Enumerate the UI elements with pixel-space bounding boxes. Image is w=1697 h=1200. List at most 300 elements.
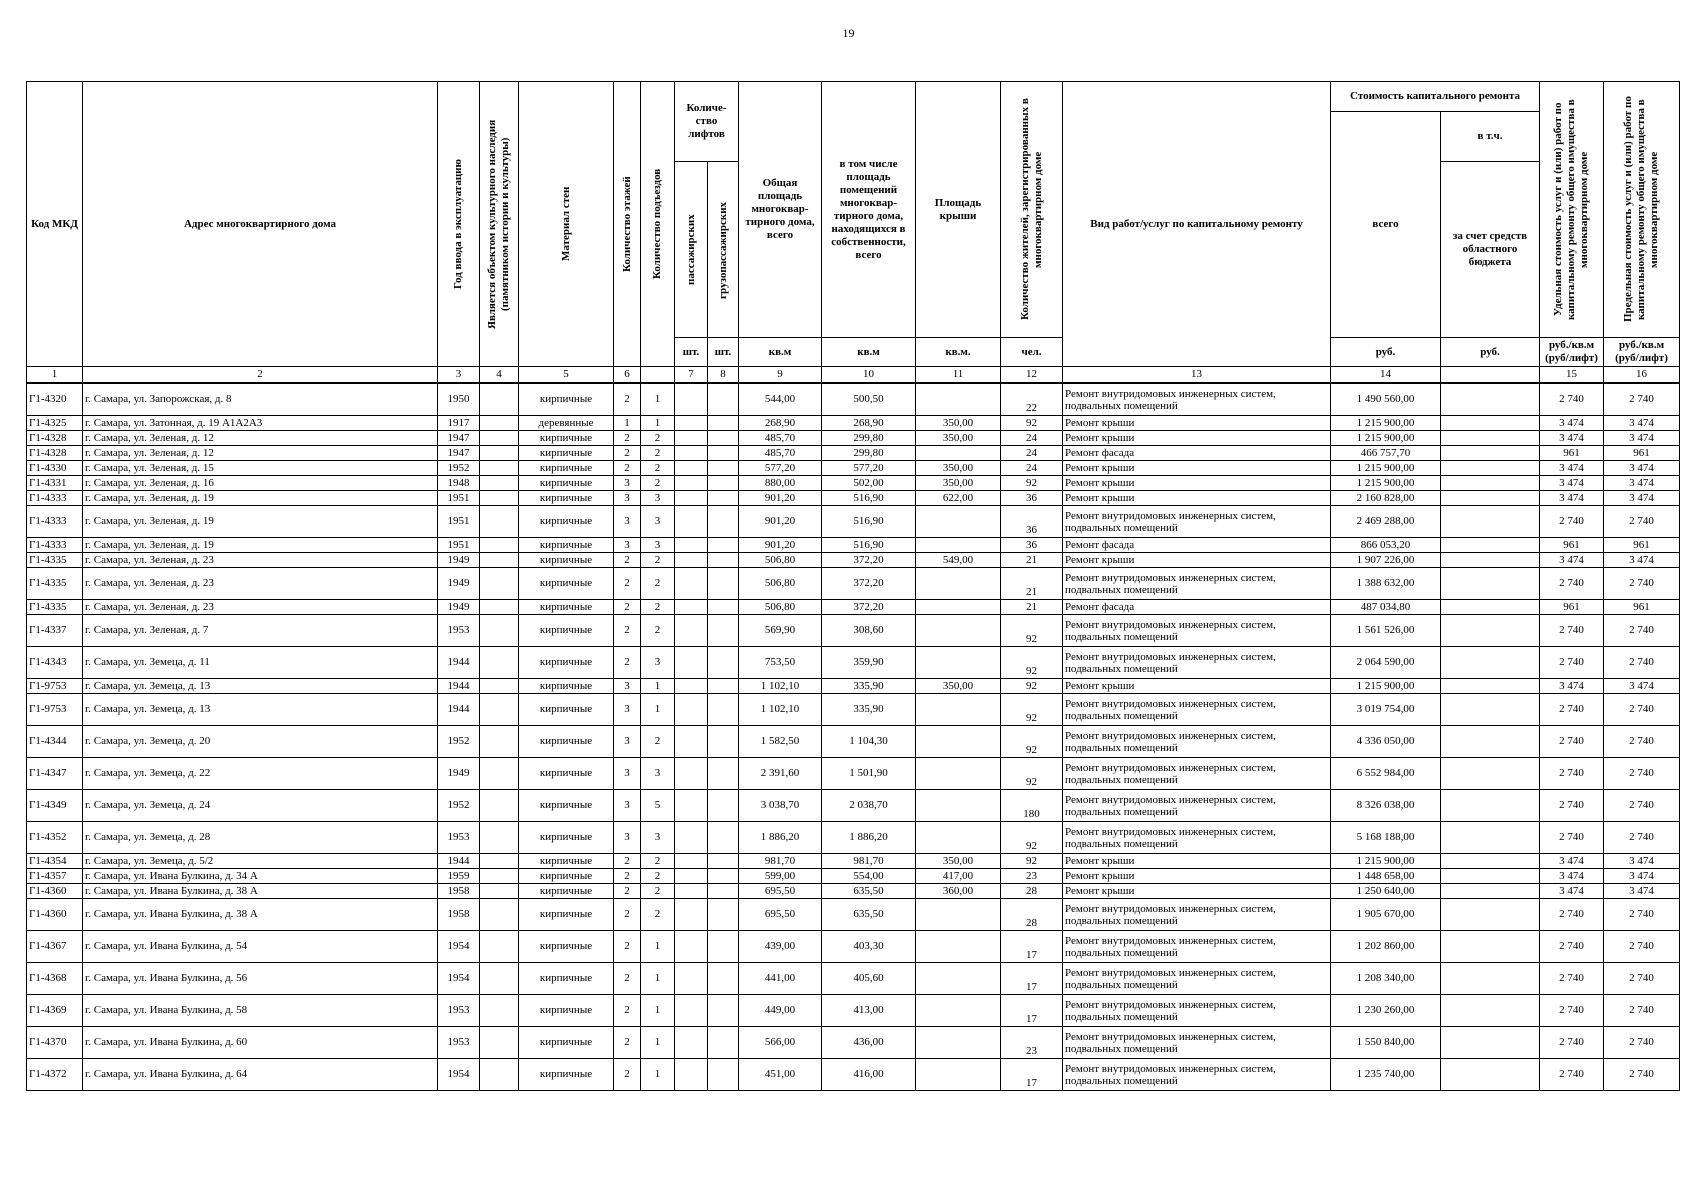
cell-code: Г1-4360 bbox=[27, 884, 83, 899]
cell-residents: 24 bbox=[1001, 461, 1063, 476]
cell-work-type: Ремонт внутридомовых инженерных систем, подвальных помещений bbox=[1063, 758, 1331, 790]
column-number: 16 bbox=[1604, 367, 1680, 384]
cell-cost-regional bbox=[1441, 647, 1540, 679]
cell-lifts-passenger bbox=[675, 383, 708, 416]
cell-lifts-passenger bbox=[675, 758, 708, 790]
cell-code: Г1-4352 bbox=[27, 822, 83, 854]
cell-wall-material: кирпичные bbox=[519, 869, 614, 884]
cell-heritage bbox=[480, 568, 519, 600]
cell-residents: 92 bbox=[1001, 822, 1063, 854]
cell-address: г. Самара, ул. Зеленая, д. 19 bbox=[83, 506, 438, 538]
cell-address: г. Самара, ул. Ивана Булкина, д. 64 bbox=[83, 1059, 438, 1091]
cell-unit-cost: 3 474 bbox=[1540, 869, 1604, 884]
cell-cost-regional bbox=[1441, 1027, 1540, 1059]
cell-code: Г1-4320 bbox=[27, 383, 83, 416]
cell-lifts-cargo bbox=[708, 446, 739, 461]
table-row bbox=[27, 694, 1680, 726]
table-row bbox=[27, 461, 1680, 476]
cell-floors: 3 bbox=[614, 822, 641, 854]
cell-total-area: 506,80 bbox=[739, 600, 822, 615]
cell-code: Г1-4333 bbox=[27, 538, 83, 553]
cell-limit-cost: 3 474 bbox=[1604, 869, 1680, 884]
cell-year: 1952 bbox=[438, 726, 480, 758]
cell-wall-material: кирпичные bbox=[519, 383, 614, 416]
cell-wall-material: кирпичные bbox=[519, 476, 614, 491]
table-row bbox=[27, 995, 1680, 1027]
table-row bbox=[27, 553, 1680, 568]
cell-limit-cost: 2 740 bbox=[1604, 615, 1680, 647]
header-entrances: Количество подъездов bbox=[651, 168, 663, 280]
cell-lifts-cargo bbox=[708, 869, 739, 884]
cell-wall-material: кирпичные bbox=[519, 995, 614, 1027]
cell-work-type: Ремонт внутридомовых инженерных систем, подвальных помещений bbox=[1063, 647, 1331, 679]
cell-lifts-cargo bbox=[708, 568, 739, 600]
cell-lifts-passenger bbox=[675, 884, 708, 899]
cell-owned-area: 335,90 bbox=[822, 694, 916, 726]
cell-cost-total: 6 552 984,00 bbox=[1331, 758, 1441, 790]
table-row bbox=[27, 884, 1680, 899]
cell-heritage bbox=[480, 647, 519, 679]
cell-floors: 3 bbox=[614, 758, 641, 790]
cell-unit-cost: 3 474 bbox=[1540, 884, 1604, 899]
cell-cost-regional bbox=[1441, 446, 1540, 461]
cell-owned-area: 635,50 bbox=[822, 899, 916, 931]
cell-address: г. Самара, ул. Земеца, д. 28 bbox=[83, 822, 438, 854]
cell-owned-area: 635,50 bbox=[822, 884, 916, 899]
cell-cost-total: 866 053,20 bbox=[1331, 538, 1441, 553]
cell-entrances: 5 bbox=[641, 790, 675, 822]
cell-limit-cost: 2 740 bbox=[1604, 995, 1680, 1027]
cell-code: Г1-4347 bbox=[27, 758, 83, 790]
cell-entrances: 2 bbox=[641, 854, 675, 869]
cell-residents: 92 bbox=[1001, 476, 1063, 491]
column-number: 6 bbox=[614, 367, 641, 384]
cell-lifts-passenger bbox=[675, 491, 708, 506]
cell-roof-area: 350,00 bbox=[916, 431, 1001, 446]
cell-owned-area: 299,80 bbox=[822, 431, 916, 446]
cell-cost-total: 1 202 860,00 bbox=[1331, 931, 1441, 963]
cell-total-area: 695,50 bbox=[739, 899, 822, 931]
cell-heritage bbox=[480, 1059, 519, 1091]
cell-limit-cost: 3 474 bbox=[1604, 476, 1680, 491]
cell-year: 1953 bbox=[438, 1027, 480, 1059]
cell-cost-total: 2 469 288,00 bbox=[1331, 506, 1441, 538]
cell-cost-regional bbox=[1441, 995, 1540, 1027]
cell-unit-cost: 2 740 bbox=[1540, 506, 1604, 538]
cell-owned-area: 268,90 bbox=[822, 416, 916, 431]
cell-entrances: 3 bbox=[641, 538, 675, 553]
cell-cost-total: 1 230 260,00 bbox=[1331, 995, 1441, 1027]
cell-cost-regional bbox=[1441, 476, 1540, 491]
cell-cost-regional bbox=[1441, 383, 1540, 416]
cell-total-area: 599,00 bbox=[739, 869, 822, 884]
cell-limit-cost: 3 474 bbox=[1604, 679, 1680, 694]
cell-year: 1952 bbox=[438, 461, 480, 476]
table-row bbox=[27, 679, 1680, 694]
cell-lifts-passenger bbox=[675, 963, 708, 995]
cell-year: 1953 bbox=[438, 615, 480, 647]
cell-residents: 180 bbox=[1001, 790, 1063, 822]
cell-roof-area: 350,00 bbox=[916, 854, 1001, 869]
header-lifts-passenger: пассажирских bbox=[684, 214, 697, 285]
cell-heritage bbox=[480, 726, 519, 758]
cell-wall-material: кирпичные bbox=[519, 431, 614, 446]
cell-owned-area: 436,00 bbox=[822, 1027, 916, 1059]
cell-cost-regional bbox=[1441, 553, 1540, 568]
cell-unit-cost: 2 740 bbox=[1540, 995, 1604, 1027]
cell-roof-area bbox=[916, 1059, 1001, 1091]
cell-total-area: 753,50 bbox=[739, 647, 822, 679]
cell-cost-total: 1 215 900,00 bbox=[1331, 854, 1441, 869]
column-number bbox=[641, 367, 675, 384]
table-row bbox=[27, 615, 1680, 647]
cell-entrances: 2 bbox=[641, 446, 675, 461]
header-code: Код МКД bbox=[27, 82, 83, 367]
cell-residents: 17 bbox=[1001, 1059, 1063, 1091]
cell-entrances: 3 bbox=[641, 647, 675, 679]
cell-cost-regional bbox=[1441, 758, 1540, 790]
cell-wall-material: кирпичные bbox=[519, 615, 614, 647]
cell-lifts-passenger bbox=[675, 726, 708, 758]
cell-lifts-cargo bbox=[708, 995, 739, 1027]
cell-owned-area: 577,20 bbox=[822, 461, 916, 476]
cell-entrances: 1 bbox=[641, 931, 675, 963]
cell-lifts-passenger bbox=[675, 446, 708, 461]
cell-year: 1959 bbox=[438, 869, 480, 884]
table-row bbox=[27, 538, 1680, 553]
cell-heritage bbox=[480, 553, 519, 568]
cell-cost-regional bbox=[1441, 963, 1540, 995]
cell-entrances: 2 bbox=[641, 476, 675, 491]
table-row bbox=[27, 416, 1680, 431]
unit-total-area: кв.м bbox=[739, 338, 822, 367]
cell-entrances: 2 bbox=[641, 431, 675, 446]
cell-year: 1948 bbox=[438, 476, 480, 491]
cell-total-area: 566,00 bbox=[739, 1027, 822, 1059]
cell-work-type: Ремонт внутридомовых инженерных систем, подвальных помещений bbox=[1063, 931, 1331, 963]
cell-heritage bbox=[480, 822, 519, 854]
unit-cost-regional: руб. bbox=[1441, 338, 1540, 367]
cell-year: 1947 bbox=[438, 446, 480, 461]
cell-cost-regional bbox=[1441, 899, 1540, 931]
cell-heritage bbox=[480, 491, 519, 506]
cell-limit-cost: 3 474 bbox=[1604, 854, 1680, 869]
cell-unit-cost: 961 bbox=[1540, 446, 1604, 461]
cell-cost-total: 3 019 754,00 bbox=[1331, 694, 1441, 726]
cell-entrances: 1 bbox=[641, 1027, 675, 1059]
cell-code: Г1-4349 bbox=[27, 790, 83, 822]
column-number: 1 bbox=[27, 367, 83, 384]
header-roof-area: Площадь крыши bbox=[916, 82, 1001, 338]
cell-work-type: Ремонт крыши bbox=[1063, 854, 1331, 869]
cell-owned-area: 372,20 bbox=[822, 553, 916, 568]
column-number: 10 bbox=[822, 367, 916, 384]
cell-lifts-passenger bbox=[675, 553, 708, 568]
cell-cost-total: 1 550 840,00 bbox=[1331, 1027, 1441, 1059]
cell-work-type: Ремонт внутридомовых инженерных систем, подвальных помещений bbox=[1063, 790, 1331, 822]
column-number: 8 bbox=[708, 367, 739, 384]
cell-lifts-cargo bbox=[708, 1059, 739, 1091]
column-number: 13 bbox=[1063, 367, 1331, 384]
header-year: Год ввода в эксплуатацию bbox=[452, 159, 464, 289]
cell-floors: 2 bbox=[614, 995, 641, 1027]
unit-lifts-cargo: шт. bbox=[708, 338, 739, 367]
cell-lifts-cargo bbox=[708, 822, 739, 854]
cell-limit-cost: 2 740 bbox=[1604, 790, 1680, 822]
cell-owned-area: 500,50 bbox=[822, 383, 916, 416]
unit-limit-cost: руб./кв.м (руб/лифт) bbox=[1604, 338, 1680, 367]
cell-year: 1954 bbox=[438, 931, 480, 963]
table-row bbox=[27, 822, 1680, 854]
cell-code: Г1-4344 bbox=[27, 726, 83, 758]
cell-cost-regional bbox=[1441, 538, 1540, 553]
cell-work-type: Ремонт внутридомовых инженерных систем, подвальных помещений bbox=[1063, 1027, 1331, 1059]
cell-work-type: Ремонт крыши bbox=[1063, 869, 1331, 884]
cell-unit-cost: 2 740 bbox=[1540, 1059, 1604, 1091]
cell-limit-cost: 2 740 bbox=[1604, 1059, 1680, 1091]
cell-floors: 3 bbox=[614, 726, 641, 758]
cell-lifts-cargo bbox=[708, 758, 739, 790]
cell-limit-cost: 961 bbox=[1604, 600, 1680, 615]
cell-work-type: Ремонт крыши bbox=[1063, 491, 1331, 506]
cell-lifts-cargo bbox=[708, 694, 739, 726]
cell-lifts-passenger bbox=[675, 1059, 708, 1091]
table-body bbox=[27, 383, 1680, 1091]
table-row bbox=[27, 899, 1680, 931]
cell-cost-regional bbox=[1441, 822, 1540, 854]
cell-heritage bbox=[480, 679, 519, 694]
table-row bbox=[27, 726, 1680, 758]
cell-owned-area: 416,00 bbox=[822, 1059, 916, 1091]
cell-wall-material: кирпичные bbox=[519, 884, 614, 899]
cell-heritage bbox=[480, 963, 519, 995]
cell-year: 1951 bbox=[438, 538, 480, 553]
cell-year: 1917 bbox=[438, 416, 480, 431]
cell-code: Г1-4369 bbox=[27, 995, 83, 1027]
cell-lifts-passenger bbox=[675, 854, 708, 869]
cell-unit-cost: 2 740 bbox=[1540, 568, 1604, 600]
cell-wall-material: кирпичные bbox=[519, 726, 614, 758]
cell-cost-regional bbox=[1441, 726, 1540, 758]
cell-year: 1949 bbox=[438, 568, 480, 600]
cell-lifts-passenger bbox=[675, 790, 708, 822]
table-row bbox=[27, 568, 1680, 600]
cell-limit-cost: 2 740 bbox=[1604, 383, 1680, 416]
cell-roof-area bbox=[916, 758, 1001, 790]
cell-code: Г1-4333 bbox=[27, 506, 83, 538]
cell-residents: 92 bbox=[1001, 416, 1063, 431]
cell-work-type: Ремонт внутридомовых инженерных систем, подвальных помещений bbox=[1063, 615, 1331, 647]
cell-work-type: Ремонт крыши bbox=[1063, 553, 1331, 568]
cell-cost-total: 1 215 900,00 bbox=[1331, 679, 1441, 694]
cell-cost-total: 8 326 038,00 bbox=[1331, 790, 1441, 822]
cell-cost-regional bbox=[1441, 506, 1540, 538]
cell-address: г. Самара, ул. Земеца, д. 5/2 bbox=[83, 854, 438, 869]
cell-lifts-cargo bbox=[708, 491, 739, 506]
cell-roof-area: 350,00 bbox=[916, 416, 1001, 431]
cell-lifts-passenger bbox=[675, 476, 708, 491]
cell-entrances: 2 bbox=[641, 461, 675, 476]
cell-total-area: 1 886,20 bbox=[739, 822, 822, 854]
cell-owned-area: 516,90 bbox=[822, 538, 916, 553]
cell-residents: 92 bbox=[1001, 694, 1063, 726]
cell-work-type: Ремонт фасада bbox=[1063, 446, 1331, 461]
cell-year: 1951 bbox=[438, 491, 480, 506]
cell-limit-cost: 2 740 bbox=[1604, 963, 1680, 995]
unit-unit-cost: руб./кв.м (руб/лифт) bbox=[1540, 338, 1604, 367]
cell-wall-material: кирпичные bbox=[519, 446, 614, 461]
cell-total-area: 268,90 bbox=[739, 416, 822, 431]
cell-total-area: 901,20 bbox=[739, 506, 822, 538]
cell-address: г. Самара, ул. Зеленая, д. 12 bbox=[83, 431, 438, 446]
cell-code: Г1-4343 bbox=[27, 647, 83, 679]
cell-lifts-passenger bbox=[675, 568, 708, 600]
cell-lifts-passenger bbox=[675, 461, 708, 476]
cell-work-type: Ремонт фасада bbox=[1063, 600, 1331, 615]
cell-floors: 2 bbox=[614, 568, 641, 600]
header-unit-cost: Удельная стоимость услуг и (или) работ по капитальному ремонту общего имущества в многоквартирном доме bbox=[1552, 99, 1591, 320]
cell-floors: 3 bbox=[614, 491, 641, 506]
cell-work-type: Ремонт крыши bbox=[1063, 679, 1331, 694]
cell-residents: 28 bbox=[1001, 899, 1063, 931]
cell-address: г. Самара, ул. Ивана Булкина, д. 34 А bbox=[83, 869, 438, 884]
cell-lifts-cargo bbox=[708, 416, 739, 431]
cell-total-area: 901,20 bbox=[739, 538, 822, 553]
cell-unit-cost: 2 740 bbox=[1540, 790, 1604, 822]
cell-unit-cost: 3 474 bbox=[1540, 854, 1604, 869]
cell-entrances: 3 bbox=[641, 822, 675, 854]
cell-residents: 24 bbox=[1001, 431, 1063, 446]
cell-code: Г1-4360 bbox=[27, 899, 83, 931]
cell-heritage bbox=[480, 431, 519, 446]
cell-residents: 36 bbox=[1001, 538, 1063, 553]
cell-entrances: 1 bbox=[641, 1059, 675, 1091]
cell-year: 1954 bbox=[438, 963, 480, 995]
cell-cost-total: 1 561 526,00 bbox=[1331, 615, 1441, 647]
cell-year: 1951 bbox=[438, 506, 480, 538]
cell-floors: 2 bbox=[614, 869, 641, 884]
cell-address: г. Самара, ул. Ивана Булкина, д. 38 А bbox=[83, 884, 438, 899]
cell-total-area: 1 102,10 bbox=[739, 679, 822, 694]
cell-wall-material: деревянные bbox=[519, 416, 614, 431]
cell-work-type: Ремонт внутридомовых инженерных систем, подвальных помещений bbox=[1063, 383, 1331, 416]
header-address: Адрес многоквартирного дома bbox=[83, 82, 438, 367]
header-floors: Количество этажей bbox=[620, 176, 633, 272]
cell-wall-material: кирпичные bbox=[519, 854, 614, 869]
cell-lifts-passenger bbox=[675, 931, 708, 963]
cell-limit-cost: 2 740 bbox=[1604, 506, 1680, 538]
cell-lifts-cargo bbox=[708, 431, 739, 446]
cell-cost-total: 1 215 900,00 bbox=[1331, 416, 1441, 431]
cell-cost-total: 1 215 900,00 bbox=[1331, 476, 1441, 491]
cell-lifts-cargo bbox=[708, 383, 739, 416]
cell-total-area: 449,00 bbox=[739, 995, 822, 1027]
cell-unit-cost: 2 740 bbox=[1540, 647, 1604, 679]
cell-floors: 3 bbox=[614, 538, 641, 553]
cell-roof-area: 350,00 bbox=[916, 679, 1001, 694]
cell-limit-cost: 2 740 bbox=[1604, 931, 1680, 963]
cell-code: Г1-9753 bbox=[27, 679, 83, 694]
cell-residents: 22 bbox=[1001, 383, 1063, 416]
cell-address: г. Самара, ул. Земеца, д. 11 bbox=[83, 647, 438, 679]
cell-owned-area: 413,00 bbox=[822, 995, 916, 1027]
table-row bbox=[27, 758, 1680, 790]
cell-owned-area: 516,90 bbox=[822, 506, 916, 538]
cell-code: Г1-4367 bbox=[27, 931, 83, 963]
cell-heritage bbox=[480, 461, 519, 476]
cell-heritage bbox=[480, 995, 519, 1027]
unit-cost-total: руб. bbox=[1331, 338, 1441, 367]
cell-roof-area bbox=[916, 506, 1001, 538]
cell-cost-regional bbox=[1441, 884, 1540, 899]
cell-unit-cost: 3 474 bbox=[1540, 679, 1604, 694]
cell-limit-cost: 3 474 bbox=[1604, 431, 1680, 446]
cell-residents: 21 bbox=[1001, 553, 1063, 568]
cell-entrances: 1 bbox=[641, 694, 675, 726]
cell-address: г. Самара, ул. Земеца, д. 20 bbox=[83, 726, 438, 758]
cell-work-type: Ремонт внутридомовых инженерных систем, подвальных помещений bbox=[1063, 726, 1331, 758]
cell-wall-material: кирпичные bbox=[519, 679, 614, 694]
cell-residents: 92 bbox=[1001, 854, 1063, 869]
cell-unit-cost: 2 740 bbox=[1540, 899, 1604, 931]
cell-roof-area: 350,00 bbox=[916, 461, 1001, 476]
table-row bbox=[27, 600, 1680, 615]
cell-floors: 2 bbox=[614, 461, 641, 476]
cell-work-type: Ремонт внутридомовых инженерных систем, подвальных помещений bbox=[1063, 822, 1331, 854]
cell-year: 1953 bbox=[438, 822, 480, 854]
cell-address: г. Самара, ул. Земеца, д. 22 bbox=[83, 758, 438, 790]
cell-wall-material: кирпичные bbox=[519, 758, 614, 790]
cell-lifts-passenger bbox=[675, 506, 708, 538]
cell-unit-cost: 3 474 bbox=[1540, 461, 1604, 476]
cell-total-area: 981,70 bbox=[739, 854, 822, 869]
cell-total-area: 485,70 bbox=[739, 446, 822, 461]
cell-lifts-passenger bbox=[675, 869, 708, 884]
cell-heritage bbox=[480, 758, 519, 790]
column-number: 14 bbox=[1331, 367, 1441, 384]
cell-code: Г1-4328 bbox=[27, 431, 83, 446]
cell-year: 1949 bbox=[438, 600, 480, 615]
cell-unit-cost: 3 474 bbox=[1540, 431, 1604, 446]
cell-residents: 17 bbox=[1001, 995, 1063, 1027]
column-number: 9 bbox=[739, 367, 822, 384]
cell-code: Г1-4328 bbox=[27, 446, 83, 461]
cell-address: г. Самара, ул. Зеленая, д. 12 bbox=[83, 446, 438, 461]
cell-cost-total: 1 250 640,00 bbox=[1331, 884, 1441, 899]
cell-entrances: 1 bbox=[641, 963, 675, 995]
cell-work-type: Ремонт внутридомовых инженерных систем, подвальных помещений bbox=[1063, 899, 1331, 931]
cell-lifts-cargo bbox=[708, 553, 739, 568]
table-row bbox=[27, 647, 1680, 679]
cell-cost-total: 1 235 740,00 bbox=[1331, 1059, 1441, 1091]
cell-floors: 2 bbox=[614, 854, 641, 869]
header-cost-incl: в т.ч. bbox=[1441, 112, 1540, 162]
cell-heritage bbox=[480, 694, 519, 726]
cell-unit-cost: 2 740 bbox=[1540, 694, 1604, 726]
unit-residents: чел. bbox=[1001, 338, 1063, 367]
cell-floors: 3 bbox=[614, 506, 641, 538]
cell-roof-area bbox=[916, 899, 1001, 931]
cell-floors: 3 bbox=[614, 790, 641, 822]
cell-cost-regional bbox=[1441, 694, 1540, 726]
cell-wall-material: кирпичные bbox=[519, 963, 614, 995]
cell-limit-cost: 961 bbox=[1604, 538, 1680, 553]
cell-unit-cost: 2 740 bbox=[1540, 383, 1604, 416]
cell-wall-material: кирпичные bbox=[519, 568, 614, 600]
cell-roof-area: 360,00 bbox=[916, 884, 1001, 899]
cell-code: Г1-4337 bbox=[27, 615, 83, 647]
cell-address: г. Самара, ул. Земеца, д. 24 bbox=[83, 790, 438, 822]
